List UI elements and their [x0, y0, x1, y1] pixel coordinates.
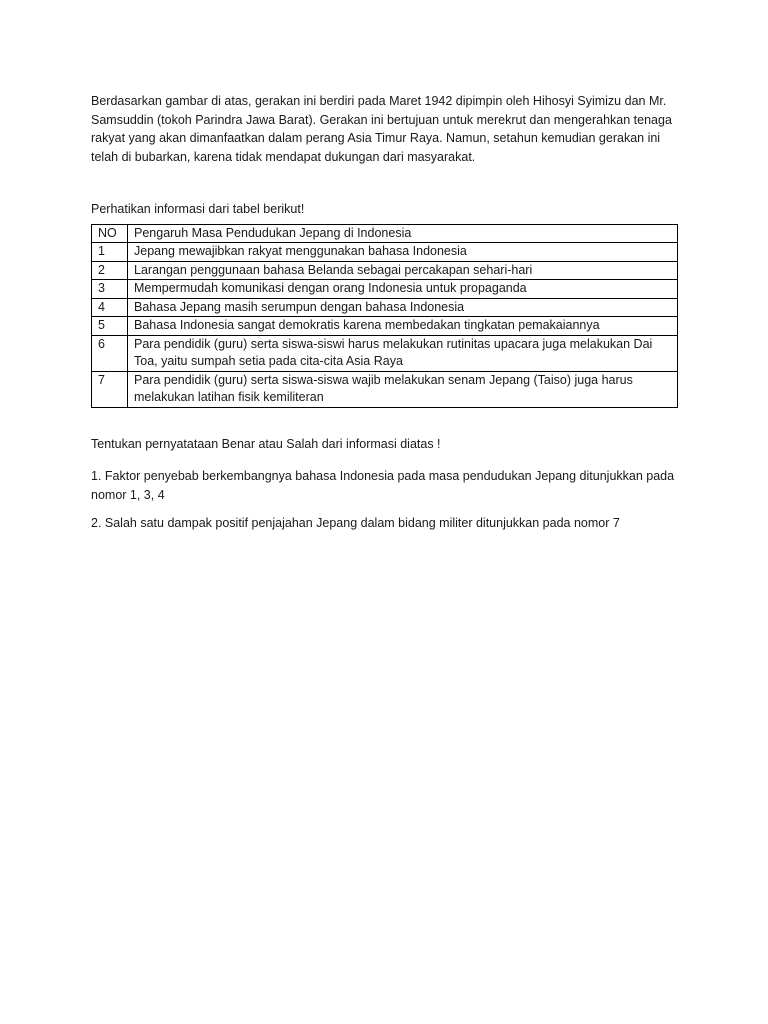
row-number: 1: [92, 243, 128, 262]
row-number: 3: [92, 280, 128, 299]
table-row: [92, 261, 678, 280]
row-number: 5: [92, 317, 128, 336]
row-text: Larangan penggunaan bahasa Belanda sebagai percakapan sehari-hari: [128, 261, 678, 280]
table-row: [92, 317, 678, 336]
document-page: [91, 92, 681, 533]
row-text: Jepang mewajibkan rakyat menggunakan bahasa Indonesia: [128, 243, 678, 262]
table-header-row: [92, 224, 678, 243]
row-text: Bahasa Indonesia sangat demokratis karena membedakan tingkatan pemakaiannya: [128, 317, 678, 336]
row-text: Mempermudah komunikasi dengan orang Indonesia untuk propaganda: [128, 280, 678, 299]
table-row: [92, 335, 678, 371]
table-row: [92, 298, 678, 317]
row-number: 4: [92, 298, 128, 317]
row-text: Para pendidik (guru) serta siswa-siswi harus melakukan rutinitas upacara juga melakukan Dai Toa, yaitu sumpah setia pada cita-cita Asia Raya: [128, 335, 678, 371]
row-number: 2: [92, 261, 128, 280]
statement-1: 1. Faktor penyebab berkembangnya bahasa Indonesia pada masa pendudukan Jepang ditunjukkan pada nomor 1, 3, 4: [91, 469, 675, 502]
table-header-no: NO: [92, 224, 128, 243]
intro-paragraph: Berdasarkan gambar di atas, gerakan ini berdiri pada Maret 1942 dipimpin oleh Hihosyi Syimizu dan Mr. Samsuddin (tokoh Parindra Jawa Barat). Gerakan ini bertujuan untuk merekrut dan mengerahkan tenaga rakyat yang akan dimanfaatkan dalam perang Asia Timur Raya. Namun, setahun kemudian gerakan ini telah di bubarkan, karena tidak mendapat dukungan dari masyarakat.: [91, 94, 672, 164]
table-intro-text: Perhatikan informasi dari tabel berikut!: [91, 202, 305, 216]
table-row: [92, 280, 678, 299]
table-row: [92, 243, 678, 262]
statement-2: 2. Salah satu dampak positif penjajahan Jepang dalam bidang militer ditunjukkan pada nomor 7: [91, 516, 620, 530]
influence-table: [91, 224, 678, 408]
table-row: [92, 371, 678, 407]
row-number: 7: [92, 371, 128, 407]
table-header-text: Pengaruh Masa Pendudukan Jepang di Indonesia: [128, 224, 678, 243]
instruction-text: Tentukan pernyatataan Benar atau Salah dari informasi diatas !: [91, 436, 441, 451]
row-text: Para pendidik (guru) serta siswa-siswa wajib melakukan senam Jepang (Taiso) juga harus melakukan latihan fisik kemiliteran: [128, 371, 678, 407]
row-number: 6: [92, 335, 128, 371]
row-text: Bahasa Jepang masih serumpun dengan bahasa Indonesia: [128, 298, 678, 317]
